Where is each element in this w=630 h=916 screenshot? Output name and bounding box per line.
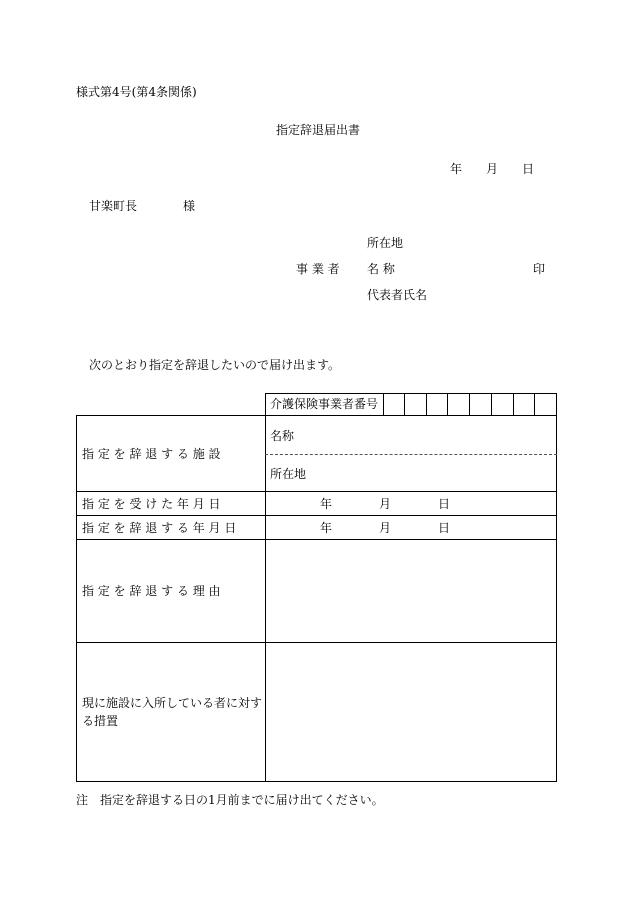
- designated-year-unit: 年: [320, 497, 333, 511]
- addressee-suffix: 様: [183, 199, 196, 213]
- intro-text: 次のとおり指定を辞退したいので届け出ます。: [89, 358, 341, 372]
- provider-number-label: 介護保険事業者番号: [270, 397, 379, 411]
- date-year-label: 年: [450, 162, 463, 176]
- document-title: 指定辞退届出書: [276, 123, 361, 137]
- designated-day-unit: 日: [438, 497, 451, 511]
- applicant-label: 事 業 者: [296, 262, 340, 276]
- measures-label-line2: る措置: [82, 714, 119, 728]
- facility-name-label: 名称: [270, 429, 295, 443]
- applicant-name-label: 名 称: [367, 262, 395, 276]
- seal-mark: 印: [533, 262, 546, 276]
- withdrawal-month-unit: 月: [379, 521, 392, 535]
- footnote: 注 指定を辞退する日の1月前までに届け出てください。: [76, 793, 384, 807]
- measures-label-line1: 現に施設に入所している者に対す: [82, 696, 263, 710]
- designated-month-unit: 月: [379, 497, 392, 511]
- date-month-label: 月: [486, 162, 499, 176]
- addressee-prefix: 甘楽町長: [89, 199, 138, 213]
- facility-address-label: 所在地: [270, 467, 307, 481]
- representative-label: 代表者氏名: [367, 288, 428, 302]
- facility-label: 指 定 を 辞 退 す る 施 設: [82, 447, 221, 461]
- designated-date-label: 指 定 を 受 け た 年 月 日: [82, 497, 221, 511]
- withdrawal-date-label: 指 定 を 辞 退 す る 年 月 日: [82, 521, 237, 535]
- date-day-label: 日: [522, 162, 535, 176]
- applicant-address-label: 所在地: [367, 236, 404, 250]
- form-code: 様式第4号(第4条関係): [76, 85, 197, 99]
- withdrawal-year-unit: 年: [320, 521, 333, 535]
- withdrawal-day-unit: 日: [438, 521, 451, 535]
- reason-label: 指 定 を 辞 退 す る 理 由: [82, 584, 221, 598]
